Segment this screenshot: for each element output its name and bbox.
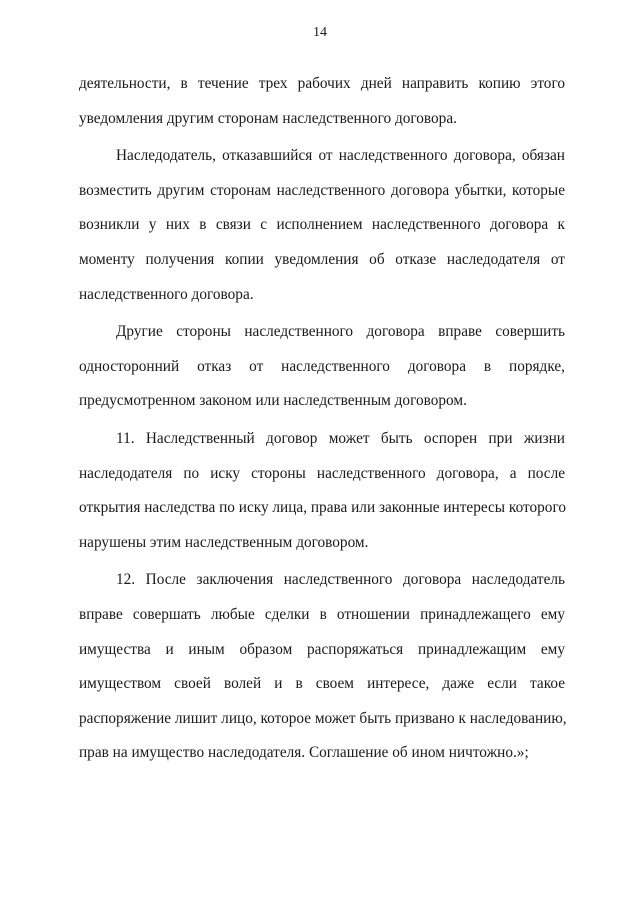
text-line: уведомления другим сторонам наследственного договора. <box>79 109 457 127</box>
text-line: Другие стороны наследственного договора вправе совершить <box>116 323 565 341</box>
text-line: наследственного договора. <box>79 285 254 303</box>
text-line: деятельности, в течение трех рабочих дней направить копию этого <box>79 75 565 92</box>
text-line: предусмотренном законом или наследственным договором. <box>79 392 467 410</box>
text-line: нарушены этим наследственным договором. <box>79 533 369 551</box>
text-line: прав на имущество наследодателя. Соглашение об ином ничтожно.»; <box>79 744 529 762</box>
text-line: Наследодатель, отказавшийся от наследственного договора, обязан <box>116 147 565 165</box>
text-line: моменту получения копии уведомления об отказе наследодателя от <box>79 250 565 268</box>
text-line: возместить другим сторонам наследственного договора убытки, которые <box>79 181 565 199</box>
text-line: имуществом своей волей и в своем интересе, даже если такое <box>79 675 565 693</box>
paragraph <box>79 67 565 136</box>
text-line: имущества и иным образом распоряжаться принадлежащим ему <box>79 640 565 658</box>
page-number: 14 <box>313 25 327 40</box>
text-line: возникли у них в связи с исполнением наследственного договора к <box>79 216 565 234</box>
text-line: вправе совершать любые сделки в отношении принадлежащего ему <box>79 605 565 623</box>
text-line: открытия наследства по иску лица, права или законные интересы которого <box>79 499 566 517</box>
paragraph <box>79 315 565 419</box>
text-line: 12. После заключения наследственного договора наследодатель <box>116 571 565 589</box>
document-body <box>79 67 565 771</box>
paragraph <box>79 422 565 560</box>
text-line: распоряжение лишит лицо, которое может быть призвано к наследованию, <box>79 709 567 727</box>
text-line: наследодателя по иску стороны наследственного договора, а после <box>79 464 565 482</box>
text-line: 11. Наследственный договор может быть оспорен при жизни <box>116 429 565 447</box>
paragraph <box>79 139 565 312</box>
text-line: односторонний отказ от наследственного договора в порядке, <box>79 357 565 375</box>
paragraph <box>79 563 565 771</box>
